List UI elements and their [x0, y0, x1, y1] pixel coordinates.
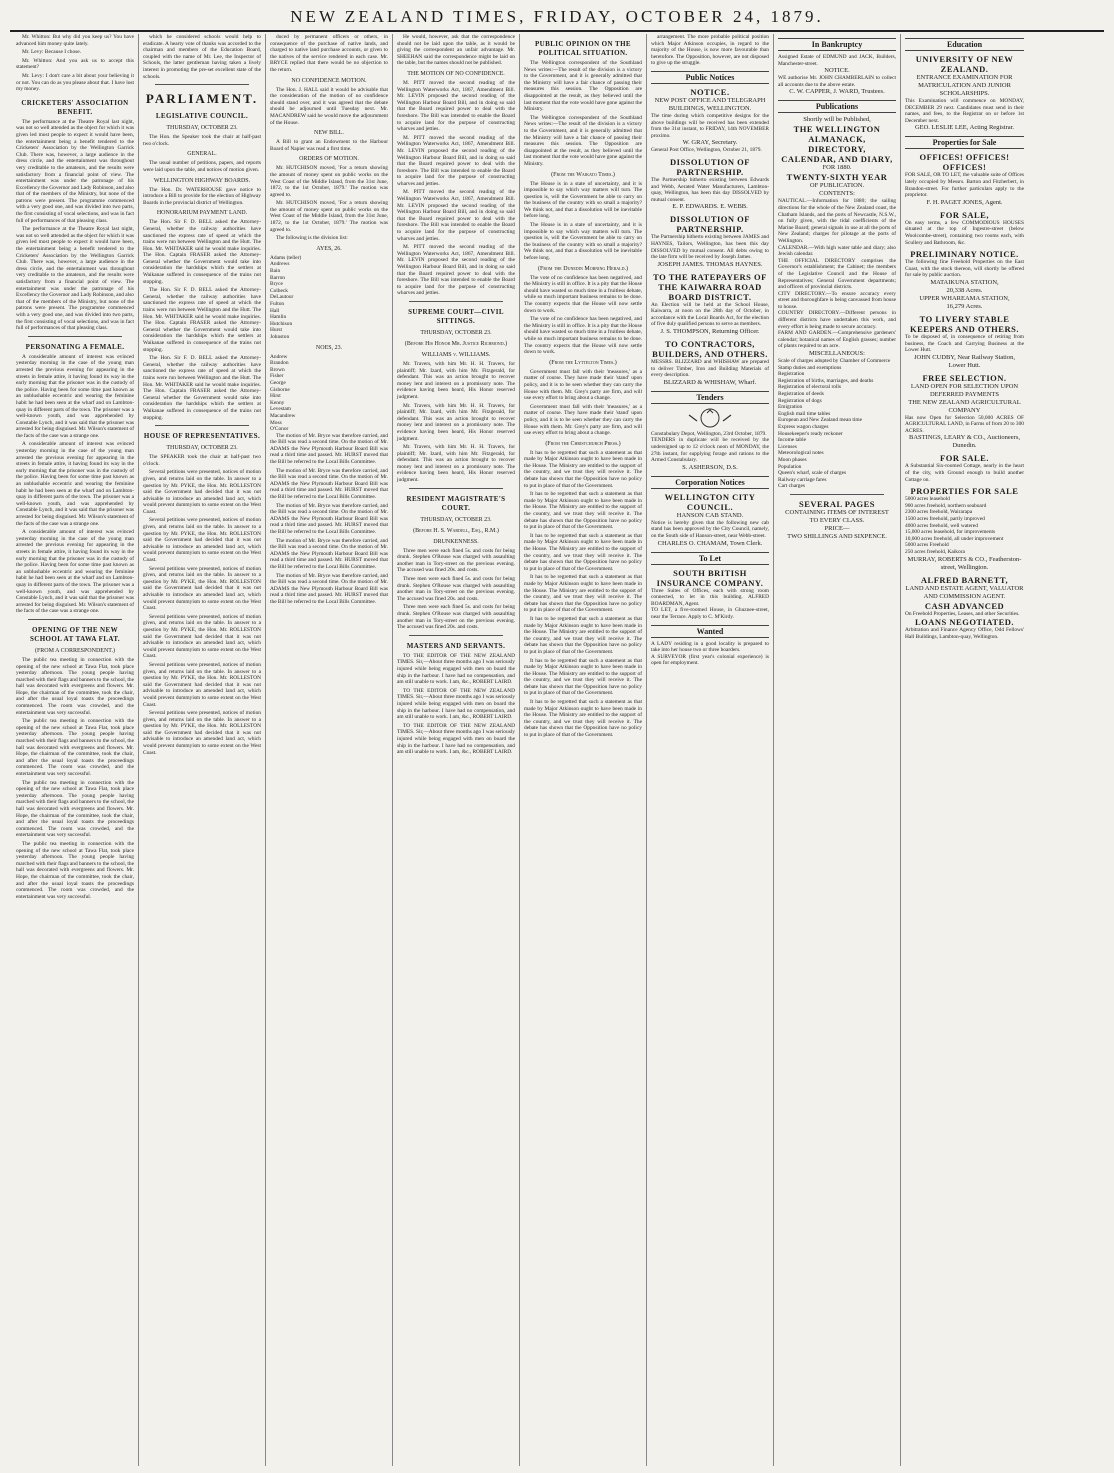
body-text-4: The motion of Mr. Bryce was therefore carried, and the Bill was read a second time. On the motion of Mr. ADAMS the New Plymouth Harbour Board Bill was read a third time and passed. Mr. HURST moved that the Bill be referred to the Local Bills Committee.: [270, 537, 388, 570]
list-item: European and New Zealand mean time: [778, 417, 862, 424]
reps-body-4: Several petitions were presented, notices of motion given, and returns laid on the table. In answer to a question by Mr. PYKE, the Hon. Mr. ROLLESTON said the Government had decided that it was not advisable to introduce an amended land act, which would prevent dummyism to some extent on the West Coast.: [143, 613, 261, 660]
notice-body: The time during which competitive designs for the above buildings will be received has been extended from the 31st instant, to FRIDAY, 14th NOVEMBER proximo.: [651, 112, 769, 139]
divider: [155, 84, 249, 85]
list-item: Gisborne: [270, 386, 290, 393]
list-item: Fisher: [270, 373, 284, 380]
opening-body-3: The public tea meeting in connection with the opening of the new school at Tawa Flat, took place yesterday afternoon. The young people having marched with their flags and banners to the school, the hall was decorated with evergreens and flowers. Mr. Hope, the chairman of the committee, took the chair, and after the usual loyal toasts the proceedings commenced. The room was crowded, and the entertainment was very successful.: [16, 779, 134, 839]
almanack-ad: [778, 116, 896, 541]
body-text: The vote of no confidence has been negatived, and the Ministry is still in office. It is a pity that the House should have wasted so much time in a fruitless debate, while so much important business remains to be done. The country expects that the House will now settle down to work.: [524, 274, 642, 314]
source-line: (From the Christchurch Press.): [545, 440, 621, 447]
court-body: Mr. Travers, with him Mr. H. H. Travers, for plaintiff; Mr. Izard, with him Mr. Fitzgerald, for defendant. This was an action brought to recover money lent and interest on a promissory note. The evidence having been heard, His Honor reserved judgment.: [397, 360, 515, 400]
chair-line: The SPEAKER took the chair at half-past two o'clock.: [143, 454, 261, 467]
list-item: Bain: [270, 268, 281, 275]
list-item: Hirst: [270, 393, 281, 400]
list-item: Hamlin: [270, 314, 287, 321]
notice-dissolution-2: [651, 214, 769, 268]
body-text: It has to be regretted that such a statement as that made by Major Atkinson ought to have been made in the House. The Ministry are entitled to the support of the country, and we trust they will receive it. The debate has shown that the Opposition have no policy to put in place of that of the Government.: [524, 449, 642, 489]
corp-notice: [651, 492, 769, 548]
divider: [409, 635, 503, 636]
list-item: Moon phases: [778, 456, 807, 463]
heading-debate: THE MOTION OF NO CONFIDENCE.: [407, 70, 505, 77]
heading-masters: MASTERS AND SERVANTS.: [406, 641, 506, 650]
source-line: (From the Lyttelton Times.): [549, 359, 617, 366]
list-item: English mail time tables: [778, 410, 831, 417]
ad-cash: CASH ADVANCED: [924, 600, 1005, 611]
body-text-3: M. PITT moved the second reading of the Wellington Waterworks Act, 1867, Amendment Bill. Mr. LEVIN proposed the second reading of the Wellington Harbour Board Bill, and in doing so said that the Board required power to deal with the foreshore. The Bill was intended to enable the Board to acquire land for the purpose of constructing wharves and jetties.: [397, 189, 515, 242]
heading-payment: HONORARIUM PAYMENT LAND.: [156, 210, 248, 217]
body-text: M. PITT moved the second reading of the Wellington Waterworks Act, 1867, Amendment Bill. Mr. LEVIN proposed the second reading of the Wellington Harbour Board Bill, and in doing so said that the Board required power to deal with the foreshore. The Bill was intended to enable the Board to acquire land for the purpose of constructing wharves and jetties.: [397, 79, 515, 133]
corp-sign: CHARLES O. CHAMAM, Town Clerk.: [657, 539, 763, 547]
station-acres-2: 16,279 Acres.: [946, 302, 983, 310]
country-body: COUNTRY DIRECTORY.—Different persons in different districts have undertaken this work, and every effort is being made to secure accuracy.: [778, 310, 896, 330]
official-body: THE OFFICIAL DIRECTORY comprises the Governor's establishment; the Cabinet; the members of the Legislative Council and the House of Representatives; General Government departments; and officers of provincial districts.: [778, 257, 896, 291]
section-education: Education: [905, 38, 1024, 51]
ad-title: PROPERTIES FOR SALE: [910, 486, 1019, 497]
houses-ad: [905, 210, 1024, 246]
column-8: [901, 34, 1028, 1466]
contents-heading: CONTENTS:: [819, 190, 855, 198]
list-item: Registration of deeds: [778, 391, 824, 397]
body-text-2: M. PITT moved the second reading of the Wellington Waterworks Act, 1867, Amendment Bill. Mr. LEVIN proposed the second reading of the Wellington Harbour Board Bill, and in doing so said that the Board required power to deal with the foreshore. The Bill was intended to enable the Board to acquire land for the purpose of constructing wharves and jetties.: [397, 134, 515, 187]
ad-title: TO LIVERY STABLE KEEPERS AND OTHERS.: [910, 313, 1019, 334]
price-value: TWO SHILLINGS AND SIXPENCE.: [787, 532, 887, 540]
ad-title: FREE SELECTION.: [922, 372, 1007, 383]
tender-notice: [651, 407, 769, 472]
source-line: (From the Waikato Times.): [551, 171, 615, 178]
list-item: Registration of dogs: [778, 397, 822, 404]
section-tenders: Tenders: [651, 391, 769, 404]
list-item: Macandrew: [270, 412, 296, 419]
heading-bill: WELLINGTON HIGHWAY BOARDS.: [153, 177, 251, 184]
list-item: Kenny: [270, 399, 285, 406]
notice-post-office: [651, 87, 769, 154]
bank-sign: C. W. CAPPER, J. WARD, Trustees.: [789, 88, 885, 96]
wanted-notice: [651, 641, 769, 667]
heading-personating: PERSONATING A FEMALE.: [25, 342, 125, 351]
opening-body-2: The public tea meeting in connection with the opening of the new school at Tawa Flat, took place yesterday afternoon. The young people having marched with their flags and banners to the school, the hall was decorated with evergreens and flowers. Mr. Hope, the chairman of the committee, took the chair, and after the usual loyal toasts the proceedings commenced. The room was crowded, and the entertainment was very successful.: [16, 718, 134, 777]
list-item: Fulton: [270, 301, 285, 307]
list-item: Stamp duties and exemptions: [778, 364, 842, 371]
notice-sign: JOSEPH JAMES. THOMAS HAYNES.: [657, 260, 763, 268]
heading-notice: NO CONFIDENCE MOTION.: [291, 77, 367, 84]
wanted-1: A LADY residing in a good locality is prepared to take into her house two or three boarders.: [651, 640, 769, 654]
date-line: THURSDAY, OCTOBER 23.: [166, 125, 238, 132]
body-text: Government must fall with their 'measures,' as a matter of course. They have made their 'stand' upon policy, and it is to be seen whether they can carry the House with them. Mr. Grey's party are firm, and will use every effort to bring about a change.: [524, 368, 642, 402]
station-acres: 20,338 Acres.: [946, 286, 983, 294]
heading-legislative: LEGISLATIVE COUNCIL.: [155, 112, 249, 121]
misc-heading: MISCELLANEOUS:: [809, 350, 865, 358]
heading-court: SUPREME COURT—CIVIL SITTINGS.: [408, 307, 504, 325]
body-text-6: It has to be regretted that such a statement as that made by Major Atkinson ought to have been made in the House. The Ministry are entitled to the support of the country, and we trust they will receive it. The debate has shown that the Opposition have no policy to put in place of that of the Government.: [524, 657, 642, 697]
notice-sign: J. S. THOMPSON, Returning Officer.: [660, 328, 760, 336]
rm-body: Three men were each fined 5s. and costs for being drunk. Stephen O'Rouse was charged with assaulting another man in Tory-street on the previous evening. The accused was fined 20s. and costs.: [397, 547, 515, 574]
date-line: THURSDAY, OCTOBER 23.: [166, 445, 238, 452]
dialogue-line: Mr. Levy: Because I chose.: [22, 49, 81, 56]
ayes-list: [270, 255, 388, 341]
divider: [409, 301, 503, 302]
ad-sub: LAND AND ESTATE AGENT, VALUATOR AND COMMISSION AGENT.: [905, 584, 1024, 600]
barnett-ad: [905, 575, 1024, 641]
opening-sub: (FROM A CORRESPONDENT.): [34, 647, 116, 654]
divider: [790, 494, 884, 495]
contents-body: NAUTICAL.—Information for 1880; the sailing directions for the whole of the New Zealand coast, the Chatham Islands, and the ports of Newcastle, N.S.W., on fully given, with the tidal coefficients of the Marine Board; general signals in use at all the ports of New Zealand; charges for pilotage at the ports of Wellington.: [778, 198, 896, 244]
list-item: Registration of births, marriages, and deaths: [778, 377, 874, 384]
rm-date: THURSDAY, OCTOBER 23.: [420, 516, 492, 523]
body-text: The House is in a state of uncertainty, and it is impossible to say which way matters will turn. The question is, will the Government be able to carry on the business of the country with so small a majority? We think not, and that a dissolution will be inevitable before long.: [524, 180, 642, 220]
column-7: [774, 34, 901, 1466]
properties-list: [905, 496, 1024, 555]
ad-body: To be disposed of, in consequence of retiring from business, the Coach and Carrying Business at the Lower Hutt.: [905, 333, 1024, 354]
body-text-2: Government must fall with their 'measures,' as a matter of course. They have made their 'stand' upon policy, and it is to be seen whether they can carry the House with them. Mr. Grey's party are firm, and will use every effort to bring about a change.: [524, 403, 642, 437]
bank-text: WE authorise Mr. JOHN CHAMBERLAIN to collect all accounts due to the above estate.: [778, 75, 896, 88]
edu-body: This Examination will commence on MONDAY, DECEMBER 29 next. Candidates must send in their names, and fees, to the Registrar on or before 1st December next.: [905, 98, 1024, 124]
wanted-2: A SURVEYOR (first year's colonial experience) is open for employment.: [651, 653, 769, 667]
offices-ad: [905, 152, 1024, 206]
pub-title-3: CALENDAR, AND DIARY,: [781, 154, 893, 165]
list-item: Emigration: [778, 404, 803, 411]
edu-sub: ENTRANCE EXAMINATION FOR MATRICULATION AND JUNIOR SCHOLARSHIPS.: [916, 74, 1013, 97]
ad-body: On easy terms, a few COMMODIOUS HOUSES situated at the top of Ingestre-street (below Woolcombe-street), containing two rooms each, with Scullery and Bathroom, &c.: [905, 219, 1024, 246]
preliminary-ad: [905, 249, 1024, 311]
ad-sign: BASTINGS, LEARY & CO., Auctioneers, Dunedin.: [909, 434, 1020, 450]
body-text: duced by permanent officers or others, in consequence of the purchase of native lands, and charged to native land purchase accounts, or given to the natives of the service rendered in each case. Mr. BRYCE replied that there would be no objection to the return.: [270, 34, 388, 73]
crest-icon: [685, 407, 735, 429]
masters-body-3: TO THE EDITOR OF THE NEW ZEALAND TIMES. Sir,—About three months ago I was seriously injured while being engaged with men on board the ship in the harbour. I have had no compensation, and am still unable to work. I am, &c., ROBERT LAIRD.: [397, 722, 515, 756]
list-item: Express wagon charges: [778, 423, 829, 430]
properties-ad: [905, 486, 1024, 571]
list-item: 250 acres freehold, Kaikora: [905, 549, 965, 555]
ad-body: A Substantial Six-roomed Cottage, nearly in the heart of the city, with Ground enough to build another Cottage on.: [905, 463, 1024, 483]
body-text-5: The motion of Mr. Bryce was therefore carried, and the Bill was read a second time. On the motion of Mr. ADAMS the New Plymouth Harbour Board Bill was read a third time and passed. Mr. HURST moved that the Bill be referred to the Local Bills Committee.: [270, 572, 388, 605]
column-6: [647, 34, 774, 1466]
body-text-2: The Wellington correspondent of the Southland News writes:—The result of the division is a victory to the Government, and it is generally admitted that the Ministry will have a fair chance of passing their measures this session. The Opposition are disappointed at the result, as they believed until the last moment that the vote would have gone against the Ministry.: [524, 114, 642, 167]
reps-body-2: Several petitions were presented, notices of motion given, and returns laid on the table. In answer to a question by Mr. PYKE, the Hon. Mr. ROLLESTON said the Government had decided that it was not advisable to introduce an amended land act, which would prevent dummyism to some extent on the West Coast.: [143, 517, 261, 564]
reps-body-6: Several petitions were presented, notices of motion given, and returns laid on the table. In answer to a question by Mr. PYKE, the Hon. Mr. ROLLESTON said the Government had decided that it was not advisable to introduce an amended land act, which would prevent dummyism to some extent on the West Coast.: [143, 710, 261, 756]
body-text-3: It has to be regretted that such a statement as that made by Major Atkinson ought to have been made in the House. The Ministry are entitled to the support of the country, and we trust they will receive it. The debate has shown that the Opposition have no policy to put in place of that of the Government.: [524, 532, 642, 572]
list-item: George: [270, 379, 286, 386]
tender-sign: S. ASHERSON, D.S.: [682, 463, 738, 471]
personating-body: A considerable amount of interest was evinced yesterday morning in the case of the young man arrested the previous evening for appearing in the streets in female attire, it having found its way in the early morning that the prisoner was in the custody of the police. Having been for some time past known as an unblushable eccentric and wearing the feminine habit he had been seen at the wharf and on Lambton-quay in different parts of the town. The prisoner was a well-known youth, and was apprehended by Constable Lynch, and it was said that the prisoner was arrested for being disguised. Mr. Wilson's statement of the facts of the case was a strange one.: [16, 353, 134, 439]
list-item: Hall: [270, 307, 280, 314]
list-item: Andrews: [270, 261, 290, 268]
university-ad: [905, 54, 1024, 132]
list-item: 10,000 acres freehold, all under improvement: [905, 535, 1004, 542]
heading-opening: OPENING OF THE NEW SCHOOL AT TAWA FLAT.: [29, 625, 121, 643]
list-item: Colbeck: [270, 287, 288, 294]
ad-sub: LAND OPEN FOR SELECTION UPON DEFERRED PAYMENTS: [910, 382, 1019, 398]
notice-title: NOTICE.: [690, 86, 730, 97]
list-item: 900 acres freehold, northern seaboard: [905, 502, 987, 509]
calendar-body: CALENDAR.—With high water table and diary; also Jewish calendar.: [778, 244, 896, 258]
list-item: Bryce: [270, 281, 283, 288]
list-item: 1500 acres freehold, partly improved: [905, 516, 985, 523]
body-text-7: It has to be regretted that such a statement as that made by Major Atkinson ought to have been made in the House. The Ministry are entitled to the support of the country, and we trust they will receive it. The debate has shown that the Opposition have no policy to put in place of that of the Government.: [524, 699, 642, 739]
ad-sign: F. H. PAGET JONES, Agent.: [926, 198, 1003, 206]
list-item: Levestam: [270, 406, 291, 413]
list-item: 2300 acres freehold, Wairarapa: [905, 509, 973, 516]
ad-title: FOR SALE,: [940, 209, 989, 220]
personating-body-3: A considerable amount of interest was evinced yesterday morning in the case of the young man arrested the previous evening for appearing in the streets in female attire, it having found its way in the early morning that the prisoner was in the custody of the police. Having been for some time past known as an unblushable eccentric and wearing the feminine habit he had been seen at the wharf and on Lambton-quay in different parts of the town. The prisoner was a well-known youth, and was apprehended by Constable Lynch, and it was said that the prisoner was arrested for being disguised. Mr. Wilson's statement of the facts of the case was a strange one.: [16, 529, 134, 615]
body-text-2: It has to be regretted that such a statement as that made by Major Atkinson ought to have been made in the House. The Ministry are entitled to the support of the country, and we trust they will receive it. The debate has shown that the Opposition have no policy to put in place of that of the Government.: [524, 491, 642, 531]
several-pages: SEVERAL PAGES: [798, 498, 875, 509]
rm-drunk: DRUNKENNESS.: [433, 538, 479, 545]
section-publications: Publications: [778, 100, 896, 113]
columns: [12, 34, 1102, 1466]
rm-body-3: Three men were each fined 5s. and costs for being drunk. Stephen O'Rouse was charged with assaulting another man in Tory-street on the previous evening. The accused was fined 20s. and costs.: [397, 604, 515, 631]
ad-title: OFFICES! OFFICES! OFFICES!: [919, 152, 1010, 173]
tender-from: Constabulary Depot, Wellington, 23rd October, 1879.: [651, 430, 767, 437]
masthead-title: NEW ZEALAND TIMES, FRIDAY, OCTOBER 24, 1879.: [290, 7, 824, 26]
body-text-4: M. PITT moved the second reading of the Wellington Waterworks Act, 1867, Amendment Bill. Mr. LEVIN proposed the second reading of the Wellington Harbour Board Bill, and in doing so said that the Board required power to deal with the foreshore. The Bill was intended to enable the Board to acquire land for the purpose of constructing wharves and jetties.: [397, 244, 515, 297]
notice-sub: NEW POST OFFICE AND TELEGRAPH BUILDINGS, WELLINGTON.: [654, 96, 766, 112]
body-text: The motion of Mr. Bryce was therefore carried, and the Bill was read a second time. On the motion of Mr. ADAMS the New Plymouth Harbour Board Bill was read a third time and passed. Mr. HURST moved that the Bill be referred to the Local Bills Committee.: [270, 432, 388, 466]
body-text: The Hon. J. HALL said it would be advisable that the consideration of the motion of no confidence should stand over, and it was agreed that the debate should be adjourned until Tuesday next. Mr. MACANDREW said he would move the adjournment of the House.: [270, 86, 388, 126]
ad-body: The following fine Freehold Properties on the East Coast, with the stock thereon, will shortly be offered for sale by public auction.: [905, 259, 1024, 279]
cricket-body: The performance at the Theatre Royal last night, was not so well attended as the object for which it was given led most people to expect it would have been, the entertainment being a benefit tendered to the Cricketers' Association by the Wellington Garrick Club. There was, however, a large audience in the dress circle, and the entertainment was throughout very creditable to the amateurs, and the results were satisfactory from a financial point of view. The entertainment was under the patronage of his Excellency the Governor and Lady Robinson, and also that of the members of the Ministry, but none of the patrons were present. The programme commenced with a very good one, and was divided into two parts, the first consisting of vocal selections, and was in fact full of performances of that pleasing class.: [16, 118, 134, 224]
payment-body: The Hon. Sir F. D. BELL asked the Attorney-General, whether the railway authorities have sanctioned the express rate of speed at which the trains were run between Wellington and the Hutt. The Hon. Mr. WHITAKER said he would make inquiries. The Hon. Captain FRASER asked the Attorney-General whether the Government would take into consideration the hardships which the settlers at Waikanae suffered in consequence of the trains not stopping.: [143, 219, 261, 285]
items-line: CONTAINING ITEMS OF INTEREST: [785, 508, 889, 516]
bankruptcy-notice: [778, 54, 896, 96]
list-item: Income table: [778, 437, 806, 444]
column-2: [139, 34, 266, 1466]
dialogue-line: Mr. Levy: I don't care a bit about your believing it or not. You can do as you please about that. I have lost my money.: [16, 72, 134, 93]
list-item: Licenses: [778, 443, 797, 450]
notice-title: TO CONTRACTORS, BUILDERS, AND OTHERS.: [652, 339, 768, 360]
dialogue-line: Mr. Whitton: And you ask us to accept this statement?: [16, 57, 134, 71]
list-item: Population: [778, 463, 802, 470]
ad-company: THE NEW ZEALAND AGRICULTURAL COMPANY: [908, 398, 1021, 414]
column-1: [12, 34, 139, 1466]
body-text-2: The House is in a state of uncertainty, and it is impossible to say which way matters will turn. The question is, will the Government be able to carry on the business of the country with so small a majority? We think not, and that a dissolution will be inevitable before long.: [524, 222, 642, 262]
body-text: He would, however, ask that the correspondence should not be laid upon the table, as it would be giving the correspondent an unfair advantage. Mr. SHEEHAN said the correspondence might be laid on the table, but the names should not be published.: [397, 34, 515, 67]
livery-ad: [905, 314, 1024, 370]
masthead: [10, 4, 1104, 32]
let-title: SOUTH BRITISH INSURANCE COMPANY.: [656, 567, 764, 588]
body-text-2: The vote of no confidence has been negatived, and the Ministry is still in office. It is a pity that the House should have wasted so much time in a fruitless debate, while so much important business remains to be done. The country expects that the House will now settle down to work.: [524, 316, 642, 356]
bill-body: The Hon. Dr. WATERHOUSE gave notice to introduce a Bill to provide for the election of Highway Boards in the provincial district of Wellington.: [143, 186, 261, 206]
source-line: (From the Dunedin Morning Herald.): [538, 265, 628, 272]
ad-body: Has now Open for Selection 50,000 ACRES OF AGRICULTURAL LAND, in Farms of from 20 to 300 ACRES.: [905, 414, 1024, 434]
notice-body: The Partnership hitherto existing between Edwards and Webb, Aerated Water Manufacturers, Lambton-quay, Wellington, has been this day DISSOLVED by mutual consent.: [651, 176, 769, 203]
reps-body-3: Several petitions were presented, notices of motion given, and returns laid on the table. In answer to a question by Mr. PYKE, the Hon. Mr. ROLLESTON said the Government had decided that it was not advisable to introduce an amended land act, which would prevent dummyism to some extent on the West Coast.: [143, 565, 261, 612]
notice-body: An Election will be held at the School House, Kaiwarra, at noon on the 28th day of October, in accordance with the Local Boards Act, for the election of five duly qualified persons to serve as members.: [651, 301, 769, 328]
notice-from: General Post Office, Wellington, October 21, 1879.: [651, 147, 762, 154]
court-date: THURSDAY, OCTOBER 23.: [420, 329, 492, 336]
station-name: MATAIKUNA STATION,: [930, 278, 999, 286]
column-3: [266, 34, 393, 1466]
divider: [409, 488, 503, 489]
dialogue-line: Mr. Whitton: But why did you keep us? You have advanced him money quite lately.: [16, 34, 134, 47]
section-public-notices: Public Notices: [651, 71, 769, 84]
masters-body-2: TO THE EDITOR OF THE NEW ZEALAND TIMES. Sir,—About three months ago I was seriously injured while being engaged with men on board the ship in the harbour. I have had no compensation, and am still unable to work. I am, &c., ROBERT LAIRD.: [397, 687, 515, 721]
body-text-4: It has to be regretted that such a statement as that made by Major Atkinson ought to have been made in the House. The Ministry are entitled to the support of the country, and we trust they will receive it. The debate has shown that the Opposition have no policy to put in place of that of the Government.: [524, 574, 642, 614]
bank-body: Assigned Estate of EDMUND and JACK, Builders, Manchester-street.: [778, 54, 896, 67]
opening-body-4: The public tea meeting in connection with the opening of the new school at Tawa Flat, took place yesterday afternoon. The young people having marched with their flags and banners to the school, the hall was decorated with evergreens and flowers. Mr. Hope, the chairman of the committee, took the chair, and after the usual loyal toasts the proceedings commenced. The room was crowded, and the entertainment was very successful.: [16, 840, 134, 900]
section-corporation: Corporation Notices: [651, 476, 769, 489]
section-bankruptcy: In Bankruptcy: [778, 38, 896, 51]
notice-sign: W. GRAY, Secretary.: [682, 139, 738, 147]
chair-line: The Hon. the Speaker took the chair at half-past two o'clock.: [143, 134, 261, 147]
list-item: Hurst: [270, 327, 282, 334]
pub-title-1: THE WELLINGTON ALMANACK,: [793, 124, 881, 145]
court-body-3: Mr. Travers, with him Mr. H. H. Travers, for plaintiff; Mr. Izard, with him Mr. Fitzgerald, for defendant. This was an action brought to recover money lent and interest on a promissory note. The evidence having been heard, His Honor reserved judgment.: [397, 444, 515, 484]
pub-pre: Shortly will be Published,: [803, 116, 871, 124]
list-item: 5000 acres Freehold: [905, 542, 949, 549]
section-properties: Properties for Sale: [905, 136, 1024, 149]
list-item: Meteorological notes: [778, 450, 824, 457]
ad-sign: MURRAY, ROBERTS & CO., Featherston-street, Wellington.: [907, 555, 1022, 571]
misc-list: [778, 358, 896, 490]
farm-body: FARM AND GARDEN.—Comprehensive gardeners' calendar; botanical names of English grasses; number of plants required to an acre.: [778, 330, 896, 350]
cricket-body-2: The performance at the Theatre Royal last night, was not so well attended as the object for which it was given led most people to expect it would have been, the entertainment being a benefit tendered to the Cricketers' Association by the Wellington Garrick Club. There was, however, a large audience in the dress circle, and the entertainment was throughout very creditable to the amateurs, and the results were satisfactory from a financial point of view. The entertainment was under the patronage of his Excellency the Governor and Lady Robinson, and also that of the members of the Ministry, but none of the patrons were present. The programme commenced with a very good one, and was divided into two parts, the first consisting of vocal selections, and was in fact full of performances of that pleasing class.: [16, 226, 134, 332]
ayes-heading: AYES, 26.: [316, 245, 342, 252]
free-selection-ad: [905, 373, 1024, 451]
body-text-3: The motion of Mr. Bryce was therefore carried, and the Bill was read a second time. On the motion of Mr. ADAMS the New Plymouth Harbour Board Bill was read a third time and passed. Mr. HURST moved that the Bill be referred to the Local Bills Committee.: [270, 502, 388, 535]
body-text-2: The motion of Mr. Bryce was therefore carried, and the Bill was read a second time. On the motion of Mr. ADAMS the New Plymouth Harbour Board Bill was read a third time and passed. Mr. HURST moved that the Bill be referred to the Local Bills Committee.: [270, 467, 388, 501]
divider: [155, 425, 249, 426]
pub-edition-2: OF PUBLICATION.: [809, 182, 865, 190]
ad-sign: JOHN CUDBY, Near Railway Station, Lower Hutt.: [914, 353, 1015, 369]
corp-sub: HANSON CAB STAND.: [676, 511, 744, 519]
everyone-line: TO EVERY CLASS.: [809, 516, 865, 524]
general-body: The usual number of petitions, papers, and reports were laid upon the table, and notices of motion given.: [143, 160, 261, 173]
rm-sub: (Before H. S. Wardell, Esq., R.M.): [413, 527, 499, 534]
column-4: [393, 34, 520, 1466]
corp-body: Notice is hereby given that the following new cab stand has been approved by the City Council, namely, on the South side of Hanson-street, near Webb-street.: [651, 519, 769, 539]
list-item: Railway carriage fares: [778, 476, 827, 483]
body-text: The Wellington correspondent of the Southland News writes:—The result of the division is a victory to the Government, and it is generally admitted that the Ministry will have a fair chance of passing their measures this session. The Opposition are disappointed at the result, as they believed until the last moment that the vote would have gone against the Ministry.: [524, 60, 642, 113]
payment-body-2: The Hon. Sir F. D. BELL asked the Attorney-General, whether the railway authorities have sanctioned the express rate of speed at which the trains were run between Wellington and the Hutt. The Hon. Mr. WHITAKER said he would make inquiries. The Hon. Captain FRASER asked the Attorney-General whether the Government would take into consideration the hardships which the settlers at Waikanae suffered in consequence of the trains not stopping.: [143, 287, 261, 353]
masters-body: TO THE EDITOR OF THE NEW ZEALAND TIMES. Sir,—About three months ago I was seriously injured while being engaged with men on board the ship in the harbour. I have had no compensation, and am still unable to work. I am, &c., ROBERT LAIRD.: [397, 652, 515, 686]
heading-reps: HOUSE OF REPRESENTATIVES.: [143, 432, 261, 441]
notice-title: DISSOLUTION OF PARTNERSHIP.: [670, 214, 750, 235]
notice-title: DISSOLUTION OF PARTNERSHIP.: [670, 156, 750, 177]
notice-sign: BLIZZARD & WHISHAW, Wharf.: [663, 378, 757, 386]
court-sub: (Before His Honor Mr. Justice Richmond.): [404, 340, 508, 347]
list-item: DeLautour: [270, 294, 294, 301]
ad-title: PRELIMINARY NOTICE.: [910, 249, 1019, 260]
heading-resident: RESIDENT MAGISTRATE'S COURT.: [406, 494, 506, 512]
pub-year: FOR 1880.: [822, 164, 852, 172]
reps-body: Several petitions were presented, notices of motion given, and returns laid on the table. In answer to a question by Mr. PYKE, the Hon. Mr. ROLLESTON said the Government had decided that it was not advisable to introduce an amended land act, which would prevent dummyism to some extent on the West Coast.: [143, 469, 261, 515]
ad-body: FOR SALE, OR TO LET, the valuable suite of Offices lately occupied by Messrs. Barton and Fitzherbert, in Brandon-street. For further particulars apply to the proprietor.: [905, 172, 1024, 199]
list-item: Scale of charges adopted by Chamber of Commerce: [778, 358, 891, 365]
court-case: WILLIAMS v. WILLIAMS.: [421, 351, 491, 358]
bank-notice: NOTICE.: [824, 67, 850, 75]
body-text: A Bill to grant an Endowment to the Harbour Board of Napier was read a first time.: [270, 139, 388, 152]
list-item: Barron: [270, 274, 285, 281]
divider: [28, 619, 122, 620]
intro-body: which he considered schools would help to eradicate. A hearty vote of thanks was accorded to the chairman and members of the Education Board, coupled with the name of Mr. Lee, the Inspector of Schools, the latter gentleman having taken a lively interest in promoting the pre-set excellent state of the schools.: [143, 34, 261, 80]
ad-loans: LOANS NEGOTIATED.: [914, 617, 1015, 628]
list-item: Cart charges: [778, 483, 805, 490]
list-item: Andrew: [270, 353, 288, 360]
section-wanted: Wanted: [651, 625, 769, 638]
list-item: Registration: [778, 371, 805, 378]
notice-dissolution-1: [651, 157, 769, 211]
heading-opinion: PUBLIC OPINION ON THE POLITICAL SITUATION.: [535, 40, 631, 57]
station-name-2: UPPER WHAREAMA STATION,: [919, 294, 1010, 302]
list-item: Housekeeper's ready reckoner: [778, 430, 843, 437]
notice-sign: E. P. EDWARDS. E. WEBB.: [672, 203, 748, 211]
list-item: Johnston: [270, 333, 290, 340]
tender-body: TENDERS in duplicate will be received by the undersigned up to 12 o'clock noon of MONDAY, the 27th instant, for supplying forage and rations to the Armed Constabulary.: [651, 437, 769, 464]
list-item: Brandon: [270, 360, 289, 367]
list-item: 4000 acres freehold, well watered: [905, 522, 978, 529]
list-item: Queen's wharf, scale of charges: [778, 470, 847, 477]
city-body: CITY DIRECTORY.—To ensure accuracy every street and thoroughfare is being canvassed from house to house.: [778, 290, 896, 310]
let-notice: [651, 568, 769, 621]
edu-title: UNIVERSITY OF NEW ZEALAND.: [915, 54, 1014, 74]
notice-title: TO THE RATEPAYERS OF THE KAIWARRA ROAD BOARD DISTRICT.: [653, 271, 767, 302]
rm-body-2: Three men were each fined 5s. and costs for being drunk. Stephen O'Rouse was charged with assaulting another man in Tory-street on the previous evening. The accused was fined 20s. and costs.: [397, 576, 515, 602]
heading-orders: ORDERS OF MOTION.: [299, 156, 359, 163]
let-body-2: TO LET, a five-roomed House, in Ghuznee-street, near the Terrace. Apply to C. M'Kirdy.: [651, 607, 769, 620]
let-body: Three Suites of Offices, each with strong room connected, to let in this building. ALFRED BOARDMAN, Agent.: [651, 587, 769, 607]
noes-heading: NOES, 23.: [315, 344, 343, 351]
payment-body-3: The Hon. Sir F. D. BELL asked the Attorney-General, whether the railway authorities have sanctioned the express rate of speed at which the trains were run between Wellington and the Hutt. The Hon. Mr. WHITAKER said he would make inquiries. The Hon. Captain FRASER asked the Attorney-General whether the Government would take into consideration the hardships which the settlers at Waikanae suffered in consequence of the trains not stopping.: [143, 355, 261, 421]
list-item: Hutchison: [270, 320, 293, 327]
list-item: Brown: [270, 366, 285, 373]
list-item: 15,000 acres leasehold, for improvements: [905, 529, 996, 536]
column-5: [520, 34, 647, 1466]
heading-parliament: PARLIAMENT.: [145, 91, 259, 107]
ad-title: ALFRED BARNETT,: [920, 574, 1009, 585]
price-label: PRICE—: [824, 524, 850, 532]
ad-sign: Arbitration and Finance Agency Office, Odd Fellows' Hall Buildings, Lambton-quay, Wellington.: [905, 627, 1024, 640]
ad-title: FOR SALE.: [940, 453, 989, 464]
notice-ratepayers: [651, 272, 769, 336]
cottage-ad: [905, 453, 1024, 483]
heading-cricket: CRICKETERS' ASSOCIATION BENEFIT.: [21, 98, 129, 116]
division-intro: The following is the division list:: [276, 235, 348, 242]
noes-list: [270, 354, 388, 433]
body-text-5: It has to be regretted that such a statement as that made by Major Atkinson ought to have been made in the House. The Ministry are entitled to the support of the country, and we trust they will receive it. The debate has shown that the Opposition have no policy to put in place of that of the Government.: [524, 615, 642, 655]
list-item: Moss: [270, 419, 282, 426]
list-item: 5000 acres leasehold: [905, 496, 950, 503]
body-text: Mr. HUTCHISON moved, 'For a return showing the amount of money spent on public works on the West Coast of the Middle Island, from the 31st June, 1872, to the 1st October, 1879.' The motion was agreed to.: [270, 165, 388, 198]
list-item: O'Conor: [270, 426, 289, 433]
heading-general: GENERAL.: [187, 151, 217, 158]
pub-title-2: DIRECTORY,: [808, 144, 866, 155]
divider: [28, 336, 122, 337]
heading-new-bill: NEW BILL.: [314, 130, 344, 137]
body-text: arrangement. The more probable political position which Major Atkinson occupies, in regard to the majority of the House, is now more favourable than heretofore. The Opposition, however, are not disposed to give up the struggle.: [651, 34, 769, 67]
personating-body-2: A considerable amount of interest was evinced yesterday morning in the case of the young man arrested the previous evening for appearing in the streets in female attire, it having found its way in the early morning that the prisoner was in the custody of the police. Having been for some time past known as an unblushable eccentric and wearing the feminine habit he had been seen at the wharf and on Lambton-quay in different parts of the town. The prisoner was a well-known youth, and was apprehended by Constable Lynch, and it was said that the prisoner was arrested for being disguised. Mr. Wilson's statement of the facts of the case was a strange one.: [16, 441, 134, 527]
pub-edition: TWENTY-SIXTH YEAR: [786, 172, 888, 183]
body-text-2: Mr. HUTCHISON moved, 'For a return showing the amount of money spent on public works on the West Coast of the Middle Island, from the 31st June, 1872, to the 1st October, 1879.' The motion was agreed to.: [270, 200, 388, 233]
notice-body: MESSRS. BLIZZARD and WHISHAW are prepared to deliver Timber, Iron and Building Materials of every description.: [651, 359, 769, 379]
reps-body-5: Several petitions were presented, notices of motion given, and returns laid on the table. In answer to a question by Mr. PYKE, the Hon. Mr. ROLLESTON said the Government had decided that it was not advisable to introduce an amended land act, which would prevent dummyism to some extent on the West Coast.: [143, 661, 261, 708]
court-body-2: Mr. Travers, with him Mr. H. H. Travers, for plaintiff; Mr. Izard, with him Mr. Fitzgerald, for defendant. This was an action brought to recover money lent and interest on a promissory note. The evidence having been heard, His Honor reserved judgment.: [397, 402, 515, 442]
notice-body: The Partnership hitherto existing between JAMES and HAYNES, Tailors, Wellington, has been this day DISSOLVED by mutual consent. All debts owing to the late firm will be received by Joseph James.: [651, 234, 769, 261]
section-to-let: To Let: [651, 552, 769, 565]
corp-title: WELLINGTON CITY COUNCIL.: [664, 491, 756, 512]
notice-contractors: [651, 339, 769, 387]
list-item: Adams (teller): [270, 254, 302, 261]
list-item: Registration of electoral rolls: [778, 384, 842, 391]
edu-sign: GEO. LESLIE LEE, Acting Registrar.: [914, 124, 1015, 132]
ad-body: On Freehold Properties, Leases, and other Securities.: [905, 610, 1020, 617]
opening-body: The public tea meeting in connection with the opening of the new school at Tawa Flat, took place yesterday afternoon. The young people having marched with their flags and banners to the school, the hall was decorated with evergreens and flowers. Mr. Hope, the chairman of the committee, took the chair, and after the usual loyal toasts the proceedings commenced. The room was crowded, and the entertainment was very successful.: [16, 656, 134, 716]
